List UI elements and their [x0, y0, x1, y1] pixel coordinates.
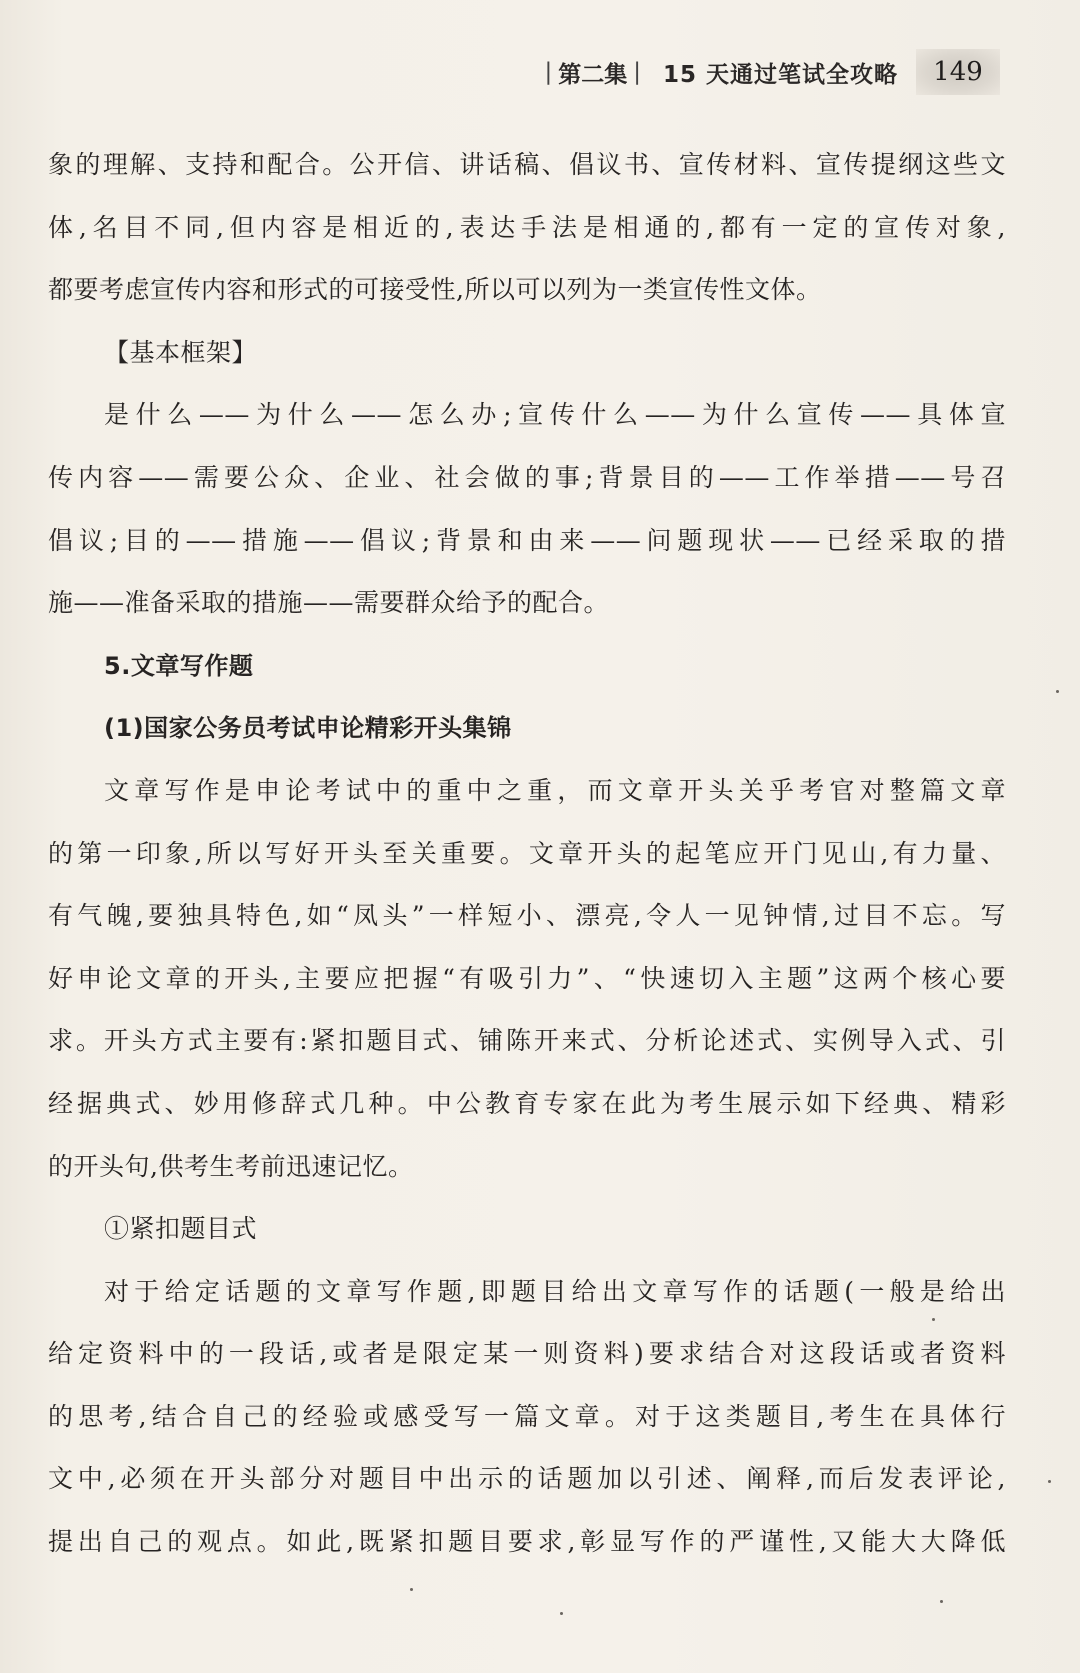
text-line: 对于给定话题的文章写作题,即题目给出文章写作的话题(一般是给出	[104, 1276, 1006, 1306]
text-line: 的第一印象,所以写好开头至关重要。文章开头的起笔应开门见山,有力量、	[48, 838, 1006, 868]
section-label: 【基本框架】	[104, 337, 258, 367]
section-heading: 5.文章写作题	[104, 651, 254, 680]
text-line: 好申论文章的开头,主要应把握“有吸引力”、“快速切入主题”这两个核心要	[48, 963, 1006, 993]
scan-speck	[410, 1588, 413, 1591]
scan-speck	[1048, 1480, 1051, 1483]
text-line: 的思考,结合自己的经验或感受写一篇文章。对于这类题目,考生在具体行	[48, 1401, 1006, 1431]
scan-speck	[940, 1600, 943, 1603]
text-line: 文中,必须在开头部分对题目中出示的话题加以引述、阐释,而后发表评论,	[48, 1464, 1006, 1494]
running-head	[538, 50, 1000, 94]
text-line: 都要考虑宣传内容和形式的可接受性,所以可以列为一类宣传性文体。	[48, 275, 822, 305]
text-line: 有气魄,要独具特色,如“凤头”一样短小、漂亮,令人一见钟情,过目不忘。写	[48, 901, 1006, 931]
text-line: 求。开头方式主要有:紧扣题目式、铺陈开来式、分析论述式、实例导入式、引	[48, 1026, 1006, 1056]
separator: |	[544, 59, 553, 85]
text-line: 提出自己的观点。如此,既紧扣题目要求,彰显写作的严谨性,又能大大降低	[48, 1527, 1006, 1557]
text-line: 倡议;目的——措施——倡议;背景和由来——问题现状——已经采取的措	[48, 525, 1006, 555]
text-line: 经据典式、妙用修辞式几种。中公教育专家在此为考生展示如下经典、精彩	[48, 1088, 1006, 1118]
part-label: 第二集	[558, 61, 628, 88]
page-number: 149	[916, 49, 1000, 95]
text-line: 施——准备采取的措施——需要群众给予的配合。	[48, 588, 610, 618]
text-line: 象的理解、支持和配合。公开信、讲话稿、倡议书、宣传材料、宣传提纲这些文	[48, 150, 1006, 179]
item-heading: ①紧扣题目式	[104, 1214, 258, 1244]
text-line: 文章写作是申论考试中的重中之重，而文章开头关乎考官对整篇文章	[104, 775, 1006, 805]
text-line: 传内容——需要公众、企业、社会做的事;背景目的——工作举措——号召	[48, 462, 1006, 492]
scan-speck	[560, 1612, 563, 1615]
text-line: 体,名目不同,但内容是相近的,表达手法是相通的,都有一定的宣传对象,	[48, 212, 1006, 242]
scan-speck	[1056, 690, 1059, 693]
subsection-heading: (1)国家公务员考试申论精彩开头集锦	[104, 714, 512, 743]
scan-speck	[932, 1318, 935, 1321]
body-text	[48, 134, 1006, 1574]
text-line: 是什么——为什么——怎么办;宣传什么——为什么宣传——具体宣	[104, 400, 1006, 430]
text-line: 的开头句,供考生考前迅速记忆。	[48, 1151, 414, 1181]
separator: |	[633, 59, 641, 85]
book-title: 15 天通过笔试全攻略	[662, 61, 898, 88]
text-line: 给定资料中的一段话,或者是限定某一则资料)要求结合对这段话或者资料	[48, 1339, 1006, 1369]
